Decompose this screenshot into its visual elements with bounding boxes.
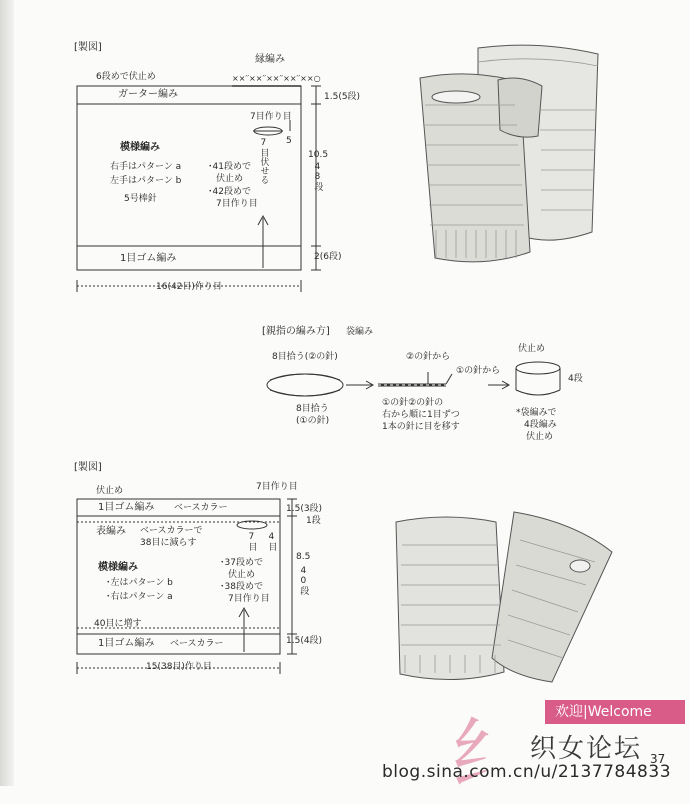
make7-label: 7目作り目: [250, 112, 292, 122]
d2-reduce-a: ベースカラーで: [140, 526, 203, 536]
dim-top: 1.5(5段): [324, 92, 361, 102]
bind-off-label: 6段めで伏止め: [96, 72, 156, 82]
note1b: 伏止め: [216, 174, 244, 184]
d2-rib-bottom: 1目ゴム編み: [98, 638, 155, 649]
width-label: 16(42目)作り目: [156, 282, 222, 292]
d2-dim-top: 1.5(3段): [286, 504, 323, 514]
d2-pattern: 模様編み: [98, 562, 138, 573]
thumb-note-b: 4段編み: [524, 420, 557, 430]
needle-label: 5号棒針: [124, 194, 157, 204]
right-hand-label: 右手はパターン a: [110, 162, 182, 172]
diagram2-section-title: [製図]: [74, 462, 102, 473]
five-label: 5: [286, 136, 292, 146]
page-number: 37: [650, 752, 666, 766]
thumb-bindoff: 伏止め: [518, 344, 546, 354]
thumb-note-a: *袋編みで: [516, 408, 557, 418]
garter-label: ガーター編み: [118, 89, 178, 100]
d2-bind-off: 伏止め: [96, 486, 124, 496]
d2-rib-top: 1目ゴム編み: [98, 502, 155, 513]
d2-base-color: ベースカラー: [174, 503, 228, 513]
dim-mid: 10.5: [308, 150, 329, 160]
left-hand-label: 左手はパターン b: [110, 176, 182, 186]
pattern-label: 模様編み: [120, 142, 160, 153]
thumb-subtitle: 袋編み: [346, 327, 374, 337]
blog-url: blog.sina.com.cn/u/2137784833: [382, 762, 672, 782]
needle2-label: ②の針から: [406, 352, 451, 362]
d2-base-color2: ベースカラー: [170, 639, 224, 649]
pickup-bottom-b: (①の針): [296, 416, 330, 426]
thumb-title: [親指の編み方]: [262, 326, 330, 337]
dim-bottom: 2(6段): [314, 252, 342, 262]
note2a: ･42段めで: [208, 187, 251, 197]
needle1-label: ①の針から: [456, 366, 501, 376]
step-b: 右から順に1目ずつ: [382, 410, 460, 420]
d2-make7: 7目作り目: [256, 482, 298, 492]
note1a: ･41段めで: [208, 162, 251, 172]
rib-label: 1目ゴム編み: [120, 253, 177, 264]
d2-increase: 40目に増す: [94, 619, 142, 629]
edge-stitch-label: 縁編み: [255, 54, 285, 65]
d2-right: ･右はパターン a: [106, 592, 173, 602]
step-c: 1本の針に目を移す: [382, 422, 460, 432]
welcome-banner: 欢迎|Welcome: [545, 700, 685, 724]
edge-stitch-symbols: ××′′××′′××′′××′′××○: [232, 74, 321, 83]
d2-stockinette: 表編み: [96, 526, 126, 537]
note2b: 7目作り目: [216, 199, 258, 209]
d2-dim-one: 1段: [306, 516, 321, 526]
d2-four: 4目: [266, 532, 277, 551]
d2-dim-mid-rows: 40段: [298, 566, 309, 595]
diagram1-section-title: [製図]: [74, 42, 102, 53]
forum-brand: 织女论坛: [530, 734, 643, 764]
thumb-rows: 4段: [568, 374, 583, 384]
d2-reduce-b: 38目に減らす: [140, 538, 197, 548]
d2-note2b: 7目作り目: [228, 594, 270, 604]
d2-note1b: 伏止め: [228, 570, 256, 580]
dim-mid-rows: 48段: [312, 162, 323, 191]
bind7-label: 7目伏せる: [258, 138, 269, 184]
pickup-bottom-a: 8目拾う: [296, 404, 329, 414]
d2-dim-bottom: 1.5(4段): [286, 636, 323, 646]
step-a: ①の針②の針の: [382, 398, 444, 408]
arm-warmer-illustration: [396, 512, 612, 682]
d2-left: ･左はパターン b: [106, 578, 173, 588]
d2-note1a: ･37段めで: [220, 558, 263, 568]
forum-logo-icon: 纟: [450, 710, 529, 800]
d2-width: 15(38目)作り目: [146, 662, 212, 672]
d2-dim-mid: 8.5: [296, 552, 311, 562]
mitten-illustration: [420, 45, 598, 262]
d2-seven: 7目: [246, 532, 257, 551]
thumb-note-c: 伏止め: [526, 432, 554, 442]
d2-note2a: ･38段めで: [220, 582, 263, 592]
pickup-top: 8目拾う(②の針): [272, 352, 338, 362]
